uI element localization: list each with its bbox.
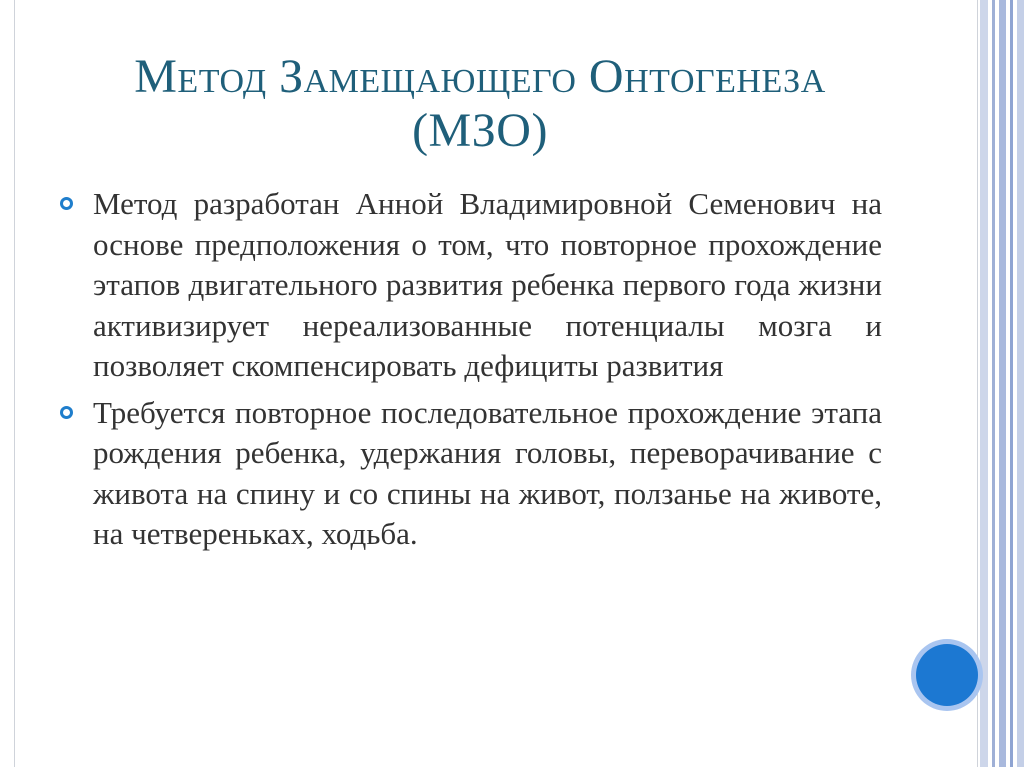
bullet-item-1: [60, 184, 882, 387]
decorative-stripes: [980, 0, 1024, 767]
stripe: [999, 0, 1006, 767]
bullet-ring-icon: [60, 406, 73, 419]
stripe: [980, 0, 988, 767]
bullet-text: Требуется повторное последовательное прохождение этапа рождения ребенка, удержания головы, переворачивание с живота на спину и со спины на живот, ползанье на животе, на четвереньках, ходьба.: [93, 394, 882, 551]
slide-title: [60, 50, 900, 158]
bullet-list: [60, 184, 882, 561]
stripe: [1010, 0, 1013, 767]
stripe: [1017, 0, 1024, 767]
bullet-item-2: [60, 393, 882, 555]
stripe: [992, 0, 995, 767]
decorative-circle: [916, 644, 978, 706]
title-line-1: Метод Замещающего Онтогенеза: [134, 50, 826, 103]
bullet-text: Метод разработан Анной Владимировной Семенович на основе предположения о том, что повторное прохождение этапов двигательного развития ребенка первого года жизни активизирует нереализованные потенциалы мозга и позволяет скомпенсировать дефициты развития: [93, 186, 882, 383]
bullet-ring-icon: [60, 197, 73, 210]
title-line-2: (МЗО): [412, 104, 548, 157]
